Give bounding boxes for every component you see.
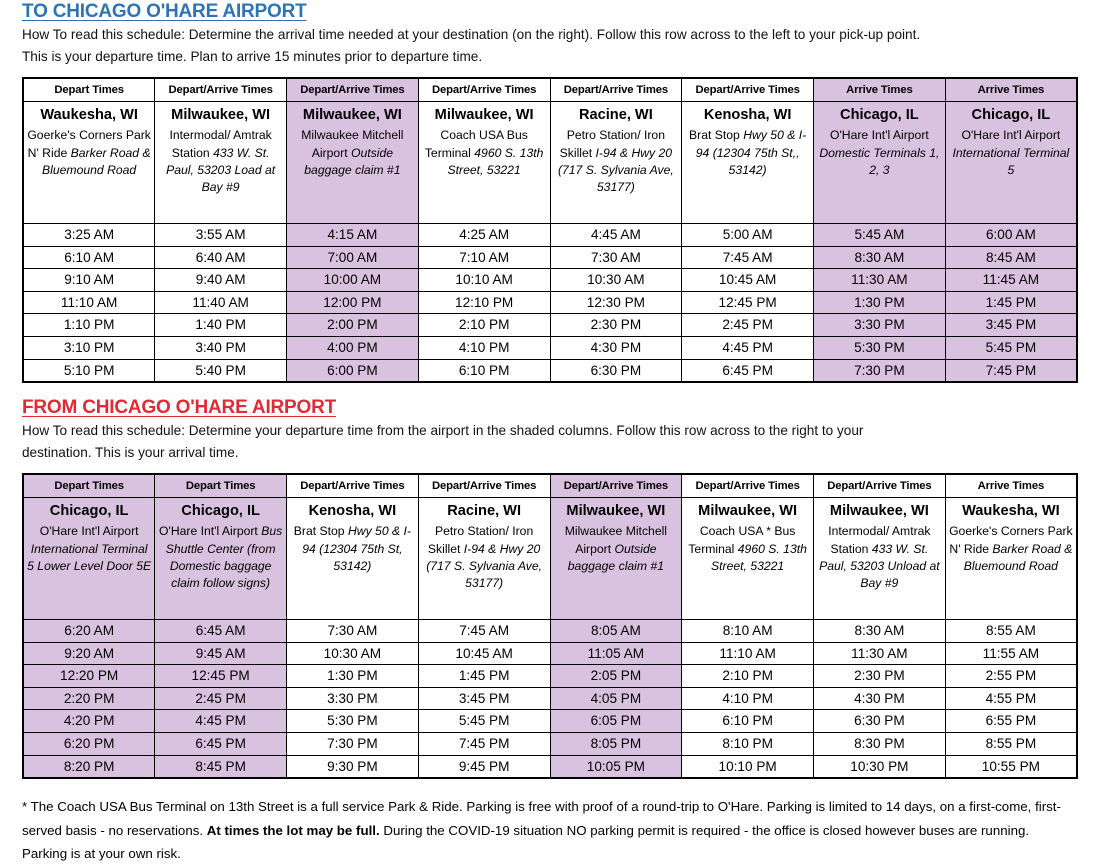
time-cell: 11:40 AM bbox=[155, 291, 287, 314]
time-cell: 2:45 PM bbox=[155, 687, 287, 710]
time-cell: 5:30 PM bbox=[287, 710, 419, 733]
station-description: O'Hare Int'l Airport International Terminal 5 bbox=[952, 128, 1070, 177]
column-time-label: Arrive Times bbox=[814, 78, 946, 102]
from-howto-line-1: How To read this schedule: Determine your departure time from the airport in the shaded columns. Follow this row across to the right to your bbox=[22, 423, 864, 439]
station-city: Milwaukee, WI bbox=[171, 106, 271, 123]
time-cell: 2:10 PM bbox=[682, 665, 814, 688]
time-cell: 6:30 PM bbox=[814, 710, 946, 733]
column-time-label: Depart Times bbox=[155, 474, 287, 498]
station-description: Intermodal/ Amtrak Station 433 W. St. Paul, 53203 Load at Bay #9 bbox=[166, 128, 276, 195]
station-address: I-94 & Hwy 20 (717 S. Sylvania Ave, 53177) bbox=[557, 145, 674, 195]
station-description: Brat Stop Hwy 50 & I-94 (12304 75th St,, 53142) bbox=[689, 128, 807, 177]
time-cell: 10:10 PM bbox=[682, 755, 814, 778]
time-cell: 2:45 PM bbox=[682, 314, 814, 337]
time-cell: 6:10 PM bbox=[682, 710, 814, 733]
time-cell: 4:15 AM bbox=[287, 223, 419, 246]
to-table-label-row bbox=[23, 78, 1077, 102]
to-howto-line-1: How To read this schedule: Determine the arrival time needed at your destination (on the right). Follow this row across to the left to your pick-up point. bbox=[22, 26, 921, 42]
to-table-station-row bbox=[23, 101, 1077, 223]
time-cell: 4:45 AM bbox=[550, 223, 682, 246]
time-cell: 6:45 PM bbox=[155, 733, 287, 756]
station-city: Milwaukee, WI bbox=[302, 106, 402, 123]
time-cell: 9:20 AM bbox=[23, 642, 155, 665]
table-row bbox=[23, 359, 1077, 382]
time-cell: 4:05 PM bbox=[550, 687, 682, 710]
time-cell: 5:10 PM bbox=[23, 359, 155, 382]
time-cell: 7:30 AM bbox=[287, 620, 419, 643]
time-cell: 10:30 AM bbox=[550, 269, 682, 292]
table-row bbox=[23, 336, 1077, 359]
time-cell: 11:10 AM bbox=[23, 291, 155, 314]
table-row bbox=[23, 687, 1077, 710]
table-row bbox=[23, 223, 1077, 246]
station-city: Chicago, IL bbox=[49, 503, 129, 520]
footnote-bold-warning: At times the lot may be full. bbox=[206, 822, 380, 838]
time-cell: 4:00 PM bbox=[287, 336, 419, 359]
column-time-label: Depart/Arrive Times bbox=[814, 474, 946, 498]
column-time-label: Arrive Times bbox=[945, 78, 1077, 102]
column-station-header bbox=[287, 498, 419, 620]
time-cell: 1:30 PM bbox=[287, 665, 419, 688]
station-address: Barker Road & Bluemound Road bbox=[963, 541, 1073, 573]
station-description: Milwaukee Mitchell Airport Outside baggage claim #1 bbox=[564, 524, 668, 573]
parking-footnote bbox=[22, 795, 1076, 865]
time-cell: 12:45 PM bbox=[155, 665, 287, 688]
time-cell: 10:30 AM bbox=[287, 642, 419, 665]
column-station-header bbox=[23, 498, 155, 620]
time-cell: 9:40 AM bbox=[155, 269, 287, 292]
column-time-label: Depart/Arrive Times bbox=[287, 474, 419, 498]
time-cell: 2:30 PM bbox=[550, 314, 682, 337]
station-city: Milwaukee, WI bbox=[698, 503, 798, 520]
station-city: Waukesha, WI bbox=[962, 503, 1060, 520]
time-cell: 7:10 AM bbox=[418, 246, 550, 269]
time-cell: 5:40 PM bbox=[155, 359, 287, 382]
time-cell: 2:10 PM bbox=[418, 314, 550, 337]
station-city: Kenosha, WI bbox=[308, 503, 397, 520]
table-row bbox=[23, 269, 1077, 292]
station-city: Racine, WI bbox=[447, 503, 522, 520]
time-cell: 1:45 PM bbox=[945, 291, 1077, 314]
column-time-label: Depart/Arrive Times bbox=[550, 78, 682, 102]
time-cell: 6:20 PM bbox=[23, 733, 155, 756]
table-row bbox=[23, 642, 1077, 665]
column-station-header bbox=[682, 498, 814, 620]
time-cell: 7:30 PM bbox=[814, 359, 946, 382]
time-cell: 6:20 AM bbox=[23, 620, 155, 643]
time-cell: 12:10 PM bbox=[418, 291, 550, 314]
table-row bbox=[23, 246, 1077, 269]
station-description: O'Hare Int'l Airport International Terminal 5 Lower Level Door 5E bbox=[27, 524, 152, 573]
footnote-part-1: * The Coach USA Bus Terminal on 13th Street is a full service Park & Ride. Parking is free with proof of a round-trip to O'Hare. Parking is limited to 14 days, on a first-come, first-served basis - no reservations. bbox=[22, 799, 1061, 838]
station-address: Domestic Terminals 1, 2, 3 bbox=[819, 145, 940, 177]
time-cell: 6:00 AM bbox=[945, 223, 1077, 246]
time-cell: 2:55 PM bbox=[945, 665, 1077, 688]
time-cell: 6:40 AM bbox=[155, 246, 287, 269]
time-cell: 6:45 AM bbox=[155, 620, 287, 643]
time-cell: 6:45 PM bbox=[682, 359, 814, 382]
time-cell: 3:10 PM bbox=[23, 336, 155, 359]
column-station-header bbox=[155, 498, 287, 620]
column-station-header bbox=[814, 101, 946, 223]
station-address: 4960 S. 13th Street, 53221 bbox=[447, 145, 544, 177]
column-time-label: Arrive Times bbox=[945, 474, 1077, 498]
table-row bbox=[23, 755, 1077, 778]
time-cell: 2:20 PM bbox=[23, 687, 155, 710]
station-city: Chicago, IL bbox=[971, 106, 1051, 123]
table-row bbox=[23, 620, 1077, 643]
column-station-header bbox=[550, 101, 682, 223]
time-cell: 5:30 PM bbox=[814, 336, 946, 359]
time-cell: 12:45 PM bbox=[682, 291, 814, 314]
station-description: Goerke's Corners Park N' Ride Barker Road & Bluemound Road bbox=[949, 524, 1073, 573]
time-cell: 7:45 PM bbox=[945, 359, 1077, 382]
time-cell: 7:45 AM bbox=[682, 246, 814, 269]
to-chicago-howto bbox=[22, 24, 1076, 68]
column-time-label: Depart/Arrive Times bbox=[155, 78, 287, 102]
time-cell: 4:45 PM bbox=[682, 336, 814, 359]
column-station-header bbox=[945, 101, 1077, 223]
from-chicago-howto bbox=[22, 420, 1076, 464]
time-cell: 8:30 AM bbox=[814, 246, 946, 269]
station-city: Kenosha, WI bbox=[703, 106, 792, 123]
time-cell: 10:05 PM bbox=[550, 755, 682, 778]
time-cell: 5:45 AM bbox=[814, 223, 946, 246]
station-description: Goerke's Corners Park N' Ride Barker Road & Bluemound Road bbox=[27, 128, 151, 177]
station-address: I-94 & Hwy 20 (717 S. Sylvania Ave, 53177) bbox=[426, 541, 543, 591]
to-chicago-heading: TO CHICAGO O'HARE AIRPORT bbox=[22, 1, 307, 22]
time-cell: 8:45 PM bbox=[155, 755, 287, 778]
column-time-label: Depart/Arrive Times bbox=[418, 78, 550, 102]
column-time-label: Depart/Arrive Times bbox=[682, 474, 814, 498]
time-cell: 4:20 PM bbox=[23, 710, 155, 733]
time-cell: 12:20 PM bbox=[23, 665, 155, 688]
column-time-label: Depart/Arrive Times bbox=[550, 474, 682, 498]
time-cell: 5:45 PM bbox=[945, 336, 1077, 359]
column-station-header bbox=[814, 498, 946, 620]
column-station-header bbox=[945, 498, 1077, 620]
time-cell: 11:55 AM bbox=[945, 642, 1077, 665]
time-cell: 6:05 PM bbox=[550, 710, 682, 733]
time-cell: 6:10 AM bbox=[23, 246, 155, 269]
station-city: Waukesha, WI bbox=[40, 106, 138, 123]
time-cell: 7:45 PM bbox=[418, 733, 550, 756]
table-row bbox=[23, 710, 1077, 733]
station-address: Outside baggage claim #1 bbox=[567, 541, 664, 573]
time-cell: 12:30 PM bbox=[550, 291, 682, 314]
from-chicago-heading: FROM CHICAGO O'HARE AIRPORT bbox=[22, 397, 337, 419]
station-address: International Terminal 5 Lower Level Door 5E bbox=[27, 541, 152, 573]
time-cell: 11:05 AM bbox=[550, 642, 682, 665]
time-cell: 1:45 PM bbox=[418, 665, 550, 688]
to-chicago-section bbox=[22, 0, 1076, 383]
station-address: Barker Road & Bluemound Road bbox=[42, 145, 151, 177]
time-cell: 4:30 PM bbox=[550, 336, 682, 359]
station-address: International Terminal 5 bbox=[952, 145, 1070, 177]
column-station-header bbox=[550, 498, 682, 620]
to-howto-line-2: This is your departure time. Plan to arrive 15 minutes prior to departure time. bbox=[22, 48, 483, 64]
from-howto-line-2: destination. This is your arrival time. bbox=[22, 445, 239, 461]
station-address: Hwy 50 & I-94 (12304 75th St,, 53142) bbox=[695, 128, 807, 177]
column-time-label: Depart/Arrive Times bbox=[287, 78, 419, 102]
station-description: Brat Stop Hwy 50 & I-94 (12304 75th St, 53142) bbox=[293, 524, 411, 573]
station-city: Chicago, IL bbox=[181, 503, 260, 520]
column-station-header bbox=[682, 101, 814, 223]
column-station-header bbox=[155, 101, 287, 223]
time-cell: 4:30 PM bbox=[814, 687, 946, 710]
from-chicago-section bbox=[22, 396, 1076, 779]
station-city: Racine, WI bbox=[578, 106, 653, 123]
column-station-header bbox=[418, 101, 550, 223]
time-cell: 4:25 AM bbox=[418, 223, 550, 246]
time-cell: 3:45 PM bbox=[945, 314, 1077, 337]
station-city: Milwaukee, WI bbox=[566, 503, 666, 520]
time-cell: 8:10 PM bbox=[682, 733, 814, 756]
time-cell: 8:30 PM bbox=[814, 733, 946, 756]
station-description: Coach USA Bus Terminal 4960 S. 13th Street, 53221 bbox=[424, 128, 544, 177]
table-row bbox=[23, 733, 1077, 756]
time-cell: 2:30 PM bbox=[814, 665, 946, 688]
table-row bbox=[23, 314, 1077, 337]
section-spacer bbox=[22, 383, 1076, 396]
time-cell: 11:10 AM bbox=[682, 642, 814, 665]
time-cell: 6:10 PM bbox=[418, 359, 550, 382]
to-table-body bbox=[23, 223, 1077, 382]
time-cell: 11:45 AM bbox=[945, 269, 1077, 292]
time-cell: 7:00 AM bbox=[287, 246, 419, 269]
time-cell: 5:45 PM bbox=[418, 710, 550, 733]
time-cell: 7:30 PM bbox=[287, 733, 419, 756]
column-time-label: Depart Times bbox=[23, 474, 155, 498]
time-cell: 11:30 AM bbox=[814, 642, 946, 665]
table-row bbox=[23, 291, 1077, 314]
time-cell: 4:10 PM bbox=[682, 687, 814, 710]
time-cell: 3:25 AM bbox=[23, 223, 155, 246]
station-description: Petro Station/ Iron Skillet I-94 & Hwy 20 (717 S. Sylvania Ave, 53177) bbox=[426, 524, 543, 591]
from-table-label-row bbox=[23, 474, 1077, 498]
time-cell: 9:45 AM bbox=[155, 642, 287, 665]
time-cell: 8:55 AM bbox=[945, 620, 1077, 643]
time-cell: 5:00 AM bbox=[682, 223, 814, 246]
time-cell: 8:55 PM bbox=[945, 733, 1077, 756]
time-cell: 3:45 PM bbox=[418, 687, 550, 710]
station-address: 4960 S. 13th Street, 53221 bbox=[711, 541, 807, 573]
time-cell: 3:40 PM bbox=[155, 336, 287, 359]
station-description: Coach USA * Bus Terminal 4960 S. 13th Street, 53221 bbox=[688, 524, 807, 573]
time-cell: 9:30 PM bbox=[287, 755, 419, 778]
time-cell: 1:10 PM bbox=[23, 314, 155, 337]
column-station-header bbox=[418, 498, 550, 620]
time-cell: 4:55 PM bbox=[945, 687, 1077, 710]
time-cell: 1:40 PM bbox=[155, 314, 287, 337]
column-time-label: Depart/Arrive Times bbox=[682, 78, 814, 102]
column-station-header bbox=[287, 101, 419, 223]
time-cell: 8:10 AM bbox=[682, 620, 814, 643]
time-cell: 7:45 AM bbox=[418, 620, 550, 643]
station-address: 433 W. St. Paul, 53203 Load at Bay #9 bbox=[166, 145, 276, 195]
time-cell: 4:45 PM bbox=[155, 710, 287, 733]
time-cell: 10:00 AM bbox=[287, 269, 419, 292]
footnote-part-2: During the COVID-19 situation NO parking permit is required - the office is closed however buses are running. Parking is at your own risk. bbox=[22, 822, 1030, 861]
time-cell: 9:10 AM bbox=[23, 269, 155, 292]
column-time-label: Depart/Arrive Times bbox=[418, 474, 550, 498]
time-cell: 8:20 PM bbox=[23, 755, 155, 778]
time-cell: 4:10 PM bbox=[418, 336, 550, 359]
time-cell: 1:30 PM bbox=[814, 291, 946, 314]
time-cell: 3:30 PM bbox=[814, 314, 946, 337]
station-address: Outside baggage claim #1 bbox=[304, 145, 401, 177]
time-cell: 6:00 PM bbox=[287, 359, 419, 382]
time-cell: 2:00 PM bbox=[287, 314, 419, 337]
time-cell: 11:30 AM bbox=[814, 269, 946, 292]
station-description: Milwaukee Mitchell Airport Outside baggage claim #1 bbox=[301, 128, 404, 177]
time-cell: 12:00 PM bbox=[287, 291, 419, 314]
from-table-body bbox=[23, 620, 1077, 779]
time-cell: 9:45 PM bbox=[418, 755, 550, 778]
to-chicago-table bbox=[22, 77, 1078, 383]
time-cell: 3:30 PM bbox=[287, 687, 419, 710]
from-chicago-table bbox=[22, 473, 1078, 779]
time-cell: 8:05 AM bbox=[550, 620, 682, 643]
time-cell: 10:55 PM bbox=[945, 755, 1077, 778]
time-cell: 6:30 PM bbox=[550, 359, 682, 382]
time-cell: 2:05 PM bbox=[550, 665, 682, 688]
time-cell: 8:30 AM bbox=[814, 620, 946, 643]
time-cell: 3:55 AM bbox=[155, 223, 287, 246]
time-cell: 10:10 AM bbox=[418, 269, 550, 292]
table-row bbox=[23, 665, 1077, 688]
column-station-header bbox=[23, 101, 155, 223]
time-cell: 10:45 AM bbox=[682, 269, 814, 292]
time-cell: 8:05 PM bbox=[550, 733, 682, 756]
station-description: O'Hare Int'l Airport Domestic Terminals 1, 2, 3 bbox=[819, 128, 940, 177]
from-table-station-row bbox=[23, 498, 1077, 620]
time-cell: 6:55 PM bbox=[945, 710, 1077, 733]
column-time-label: Depart Times bbox=[23, 78, 155, 102]
station-city: Chicago, IL bbox=[840, 106, 919, 123]
station-description: Petro Station/ Iron Skillet I-94 & Hwy 20 (717 S. Sylvania Ave, 53177) bbox=[557, 128, 674, 195]
station-address: 433 W. St. Paul, 53203 Unload at Bay #9 bbox=[819, 541, 940, 591]
station-address: Bus Shuttle Center (from Domestic baggage claim follow signs) bbox=[165, 524, 283, 591]
time-cell: 10:30 PM bbox=[814, 755, 946, 778]
station-description: O'Hare Int'l Airport Bus Shuttle Center (from Domestic baggage claim follow signs) bbox=[159, 524, 283, 591]
time-cell: 10:45 AM bbox=[418, 642, 550, 665]
station-address: Hwy 50 & I-94 (12304 75th St, 53142) bbox=[302, 524, 411, 573]
time-cell: 7:30 AM bbox=[550, 246, 682, 269]
station-city: Milwaukee, WI bbox=[829, 503, 929, 520]
station-city: Milwaukee, WI bbox=[434, 106, 534, 123]
time-cell: 8:45 AM bbox=[945, 246, 1077, 269]
station-description: Intermodal/ Amtrak Station 433 W. St. Paul, 53203 Unload at Bay #9 bbox=[819, 524, 940, 591]
